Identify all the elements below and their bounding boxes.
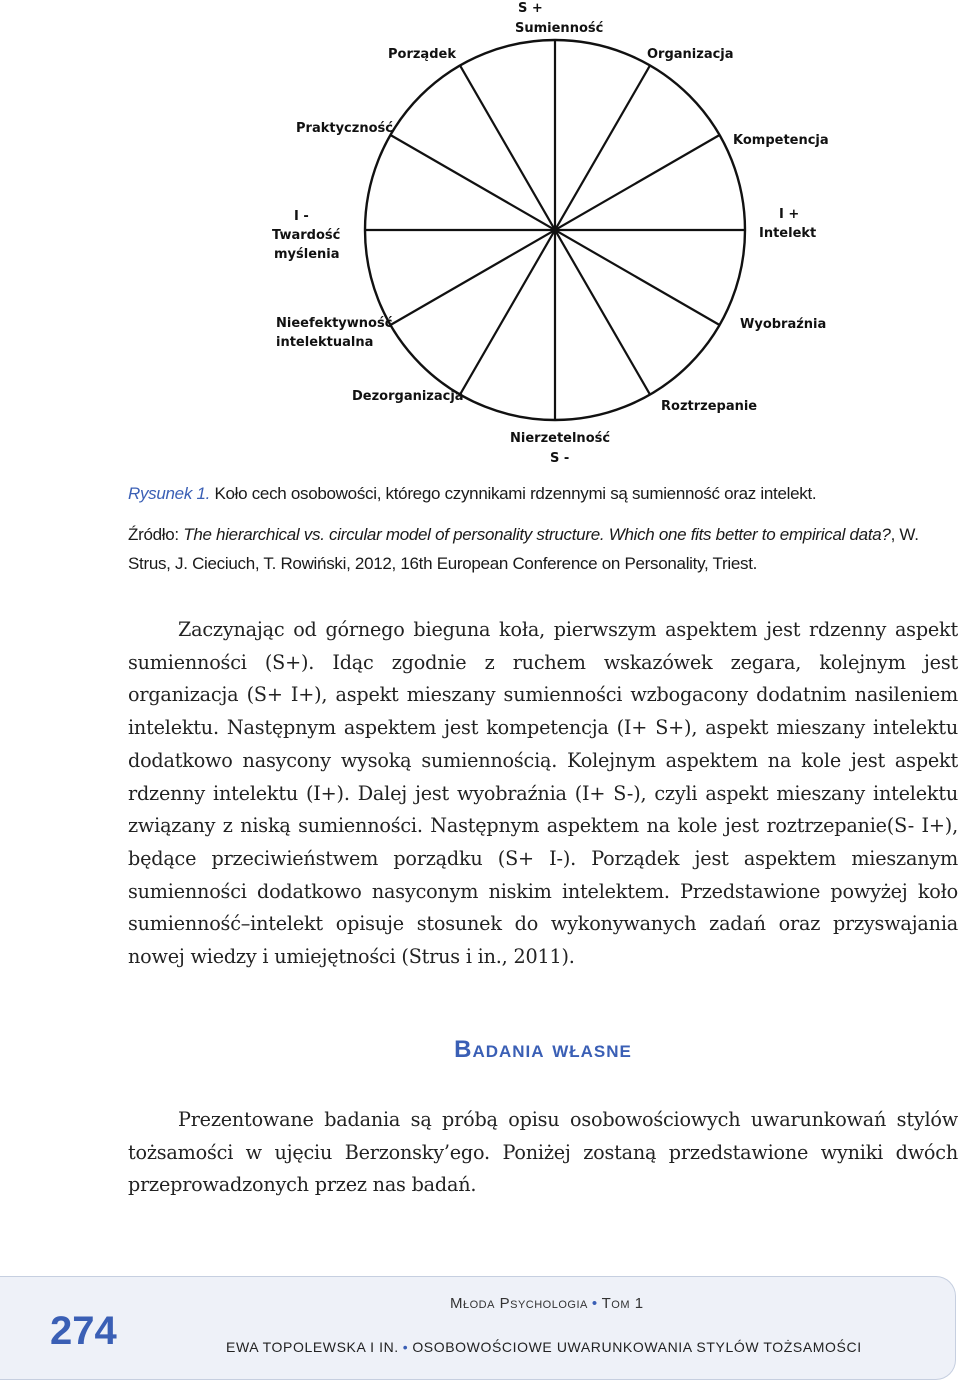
page-number: 274 <box>50 1309 117 1353</box>
article-authors: EWA TOPOLEWSKA I IN. <box>226 1339 399 1355</box>
figure-caption-label: Rysunek 1. <box>128 484 211 503</box>
label-s-minus: S - <box>550 451 570 466</box>
bullet-separator: • <box>402 1339 409 1355</box>
figure-caption-title: Koło cech osobowości, którego czynnikami rdzennymi są sumienność oraz intelekt. <box>214 484 817 503</box>
label-myslenia: myślenia <box>274 247 340 262</box>
label-nieefektywnosc: Nieefektywność <box>276 316 393 331</box>
label-twardosc: Twardość <box>272 228 341 243</box>
journal-volume: Tom 1 <box>601 1295 644 1312</box>
label-kompetencja: Kompetencja <box>733 133 829 148</box>
label-intelektualna: intelektualna <box>276 335 374 350</box>
journal-line <box>450 1295 644 1312</box>
section-heading: Badania własne <box>454 1036 632 1063</box>
paragraph-text: Prezentowane badania są próbą opisu osobowościowych uwarunkowań stylów tożsamości w ujęciu Berzonsky’ego. Poniżej zostaną przedstawione wyniki dwóch przeprowadzonych przez nas badań. <box>128 1108 958 1197</box>
body-paragraph-2 <box>128 1104 958 1202</box>
circle-spokes <box>365 40 745 420</box>
label-sumiennosc: Sumienność <box>515 21 604 36</box>
label-s-plus: S + <box>518 1 543 16</box>
page-footer <box>0 1276 956 1380</box>
body-paragraph-1 <box>128 614 958 974</box>
figure-source-details: , W. Strus, J. Cieciuch, T. Rowiński, 2012, 16th European Conference on Personality, Triest. <box>128 525 919 573</box>
label-dezorganizacja: Dezorganizacja <box>352 389 464 404</box>
article-title: OSOBOWOŚCIOWE UWARUNKOWANIA STYLÓW TOŻSAMOŚCI <box>412 1339 862 1355</box>
label-wyobraznia: Wyobraźnia <box>740 317 827 332</box>
bullet-separator: • <box>591 1295 598 1312</box>
label-roztrzepanie: Roztrzepanie <box>661 399 758 414</box>
label-praktycznosc: Praktyczność <box>296 121 393 136</box>
figure-source-title: The hierarchical vs. circular model of personality structure. Which one fits better to empirical data? <box>183 525 891 544</box>
label-porzadek: Porządek <box>388 47 456 62</box>
label-organizacja: Organizacja <box>647 47 734 62</box>
figure-source-prefix: Źródło: <box>128 525 184 544</box>
figure-caption <box>128 484 938 504</box>
paragraph-text: Zaczynając od górnego bieguna koła, pierwszym aspektem jest rdzenny aspekt sumienności (S+). Idąc zgodnie z ruchem wskazówek zegara, kolejnym jest organizacja (S+ I+), aspekt mieszany sumienności wzbogacony dodatnim nasileniem intelektu. Następnym aspektem jest kompetencja (I+ S+), aspekt mieszany intelektu dodatkowo nasycony wysoką sumiennością. Kolejnym aspektem na kole jest aspekt rdzenny intelektu (I+). Dalej jest wyobraźnia (I+ S-), czyli aspekt mieszany intelektu związany z niską sumienności. Następnym aspektem na kole jest roztrzepanie(S- I+), będące przeciwieństwem porządku (S+ I-). Porządek jest aspektem mieszanym sumienności dodatkowo nasyconym niskim intelektem. Przedstawione powyżej koło sumienność–intelekt opisuje stosunek do wykonywanych zadań oraz przyswajania nowej wiedzy i umiejętności (Strus i in., 2011). <box>128 618 958 969</box>
label-i-minus: I - <box>294 209 309 224</box>
journal-name: Młoda Psychologia <box>450 1295 588 1312</box>
label-intelekt: Intelekt <box>759 226 817 241</box>
personality-circle-figure <box>0 0 960 475</box>
article-line <box>226 1339 862 1355</box>
label-i-plus: I + <box>779 207 800 222</box>
label-nierzetelnosc: Nierzetelność <box>510 431 611 446</box>
figure-source <box>128 520 938 578</box>
